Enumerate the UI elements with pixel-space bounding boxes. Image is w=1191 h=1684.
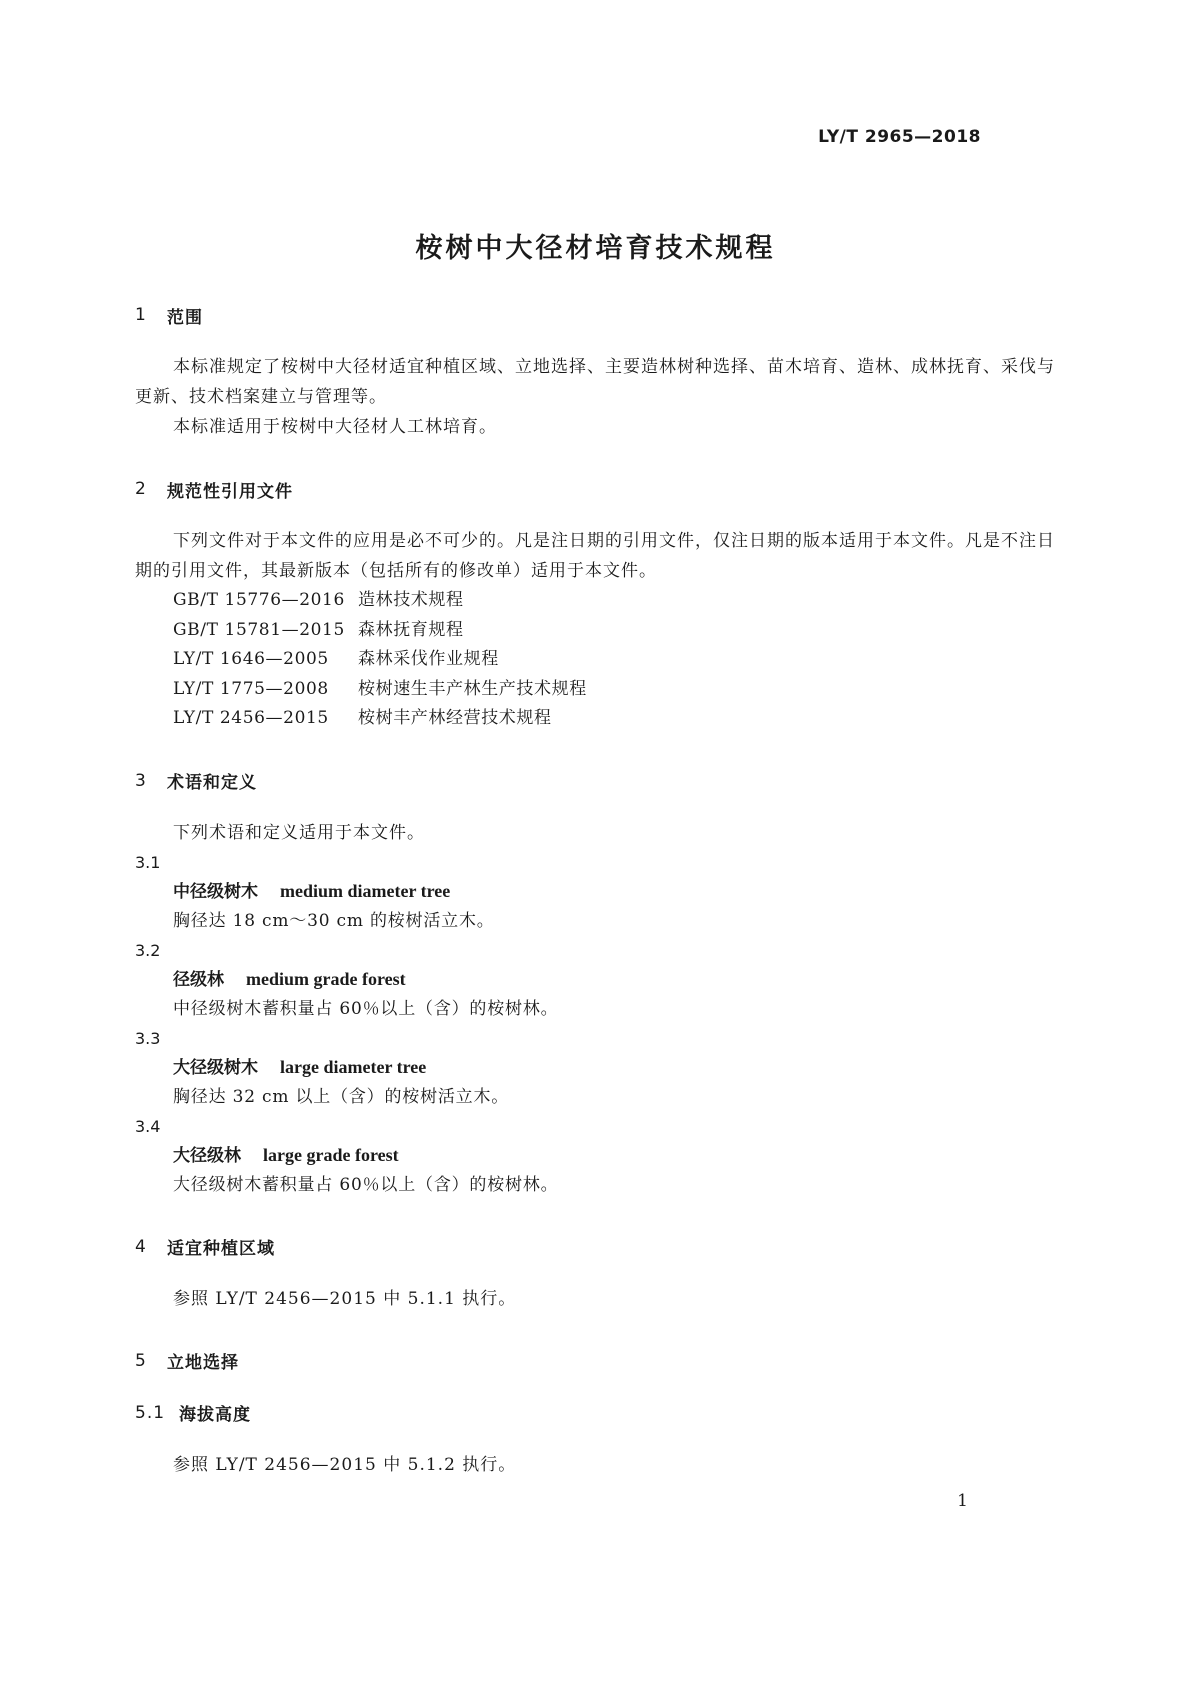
term-entry <box>135 1024 1055 1112</box>
section-heading <box>135 1232 1055 1262</box>
section-heading <box>135 300 1055 330</box>
section-title: 术语和定义 <box>167 773 257 793</box>
section-number: 5 <box>135 1350 147 1371</box>
reference-code: LY/T 1646—2005 <box>173 649 329 669</box>
term-entry <box>135 936 1055 1024</box>
section-heading <box>135 474 1055 504</box>
reference-name: 桉树丰产林经营技术规程 <box>358 708 552 728</box>
term-number: 3.4 <box>135 1116 161 1136</box>
reference-name: 森林采伐作业规程 <box>358 649 499 669</box>
section-number: 4 <box>135 1236 147 1257</box>
term-heading <box>135 877 1055 907</box>
reference-item <box>135 704 1055 734</box>
document-title: 桉树中大径材培育技术规程 <box>415 233 776 264</box>
term-number: 3.2 <box>135 940 161 960</box>
term-heading <box>135 965 1055 995</box>
section-suitable-planting-area <box>135 1232 1055 1314</box>
subsection-number: 5.1 <box>135 1402 166 1423</box>
reference-code: LY/T 2456—2015 <box>173 708 329 728</box>
section-title: 适宜种植区域 <box>167 1239 275 1259</box>
term-number: 3.1 <box>135 852 161 872</box>
term-heading <box>135 1053 1055 1083</box>
term-english: medium grade forest <box>246 968 406 989</box>
reference-name: 造林技术规程 <box>358 590 464 610</box>
term-definition: 胸径达 32 cm 以上（含）的桉树活立木。 <box>173 1086 510 1107</box>
paragraph: 下列文件对于本文件的应用是必不可少的。凡是注日期的引用文件，仅注日期的版本适用于本文件。凡是不注日期的引用文件，其最新版本（包括所有的修改单）适用于本文件。 <box>135 531 1055 581</box>
term-chinese: 径级林 <box>173 969 224 990</box>
paragraph: 参照 LY/T 2456—2015 中 5.1.2 执行。 <box>173 1454 517 1475</box>
term-english: large grade forest <box>263 1144 399 1165</box>
reference-code: GB/T 15776—2016 <box>173 590 345 610</box>
term-chinese: 大径级林 <box>173 1145 241 1166</box>
section-normative-references <box>135 474 1055 734</box>
paragraph: 下列术语和定义适用于本文件。 <box>173 822 425 843</box>
section-number: 2 <box>135 479 147 499</box>
reference-item <box>135 616 1055 646</box>
section-terms-definitions <box>135 766 1055 1200</box>
section-number: 3 <box>135 770 147 791</box>
paragraph: 本标准规定了桉树中大径材适宜种植区域、立地选择、主要造林树种选择、苗木培育、造林、成林抚育、采伐与更新、技术档案建立与管理等。 <box>135 357 1055 407</box>
reference-item <box>135 586 1055 616</box>
section-title: 规范性引用文件 <box>167 481 293 502</box>
term-definition: 胸径达 18 cm～30 cm 的桉树活立木。 <box>173 910 495 931</box>
term-definition: 大径级树木蓄积量占 60％以上（含）的桉树林。 <box>173 1174 559 1195</box>
section-site-selection <box>135 1346 1055 1480</box>
standard-code: LY/T 2965—2018 <box>818 127 981 147</box>
term-heading <box>135 1141 1055 1171</box>
term-definition: 中径级树木蓄积量占 60％以上（含）的桉树林。 <box>173 998 559 1019</box>
term-entry <box>135 1112 1055 1200</box>
reference-code: GB/T 15781—2015 <box>173 619 345 640</box>
page-number: 1 <box>957 1491 968 1511</box>
term-english: medium diameter tree <box>280 880 451 901</box>
paragraph: 本标准适用于桉树中大径材人工林培育。 <box>173 417 497 437</box>
section-heading <box>135 766 1055 796</box>
section-heading <box>135 1346 1055 1376</box>
reference-name: 森林抚育规程 <box>358 619 464 640</box>
reference-item <box>135 675 1055 705</box>
subsection-heading <box>135 1398 1055 1428</box>
document-body <box>135 300 1055 1506</box>
term-chinese: 大径级树木 <box>173 1057 258 1078</box>
section-scope <box>135 300 1055 442</box>
section-number: 1 <box>135 305 147 325</box>
reference-code: LY/T 1775—2008 <box>173 678 329 699</box>
subsection-title: 海拔高度 <box>179 1405 251 1425</box>
paragraph: 参照 LY/T 2456—2015 中 5.1.1 执行。 <box>173 1288 517 1309</box>
section-title: 范围 <box>167 307 203 328</box>
term-english: large diameter tree <box>280 1056 427 1077</box>
section-title: 立地选择 <box>167 1353 239 1373</box>
term-chinese: 中径级树木 <box>173 881 258 902</box>
term-number: 3.3 <box>135 1028 161 1048</box>
reference-name: 桉树速生丰产林生产技术规程 <box>358 678 587 699</box>
term-entry <box>135 848 1055 936</box>
reference-item <box>135 645 1055 675</box>
